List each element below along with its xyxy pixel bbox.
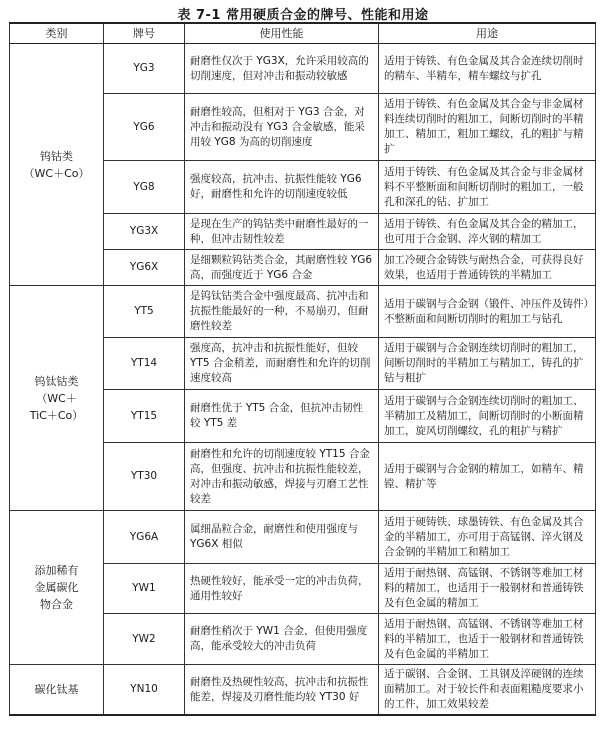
usage-cell: 适用于耐热钢、高锰钢、不锈钢等难加工材料的半精加工，也适于一般钢材和普通铸铁及有色金属的半精加工	[379, 614, 596, 665]
grade-cell: YT14	[104, 338, 185, 390]
grade-cell: YG3	[104, 44, 185, 94]
usage-cell: 加工冷硬合金铸铁与耐热合金，可获得良好效果，也适用于普通铸铁的半精加工	[379, 250, 596, 286]
grade-cell: YT30	[104, 443, 185, 511]
performance-cell: 耐磨性稍次于 YW1 合金，但使用强度高，能承受较大的冲击负荷	[185, 614, 379, 665]
table-row	[10, 44, 596, 94]
usage-cell: 适用于碳钢与合金钢连续切削时的粗加工、半精加工及精加工，间断切削时的小断面精加工，旋风切削螺纹，孔的粗扩与精扩	[379, 390, 596, 443]
usage-cell: 适用于铸铁、有色金属及其合金与非金属材料连续切削时的粗加工，间断切削时的半精加工、精加工，粗加工螺纹，孔的粗扩与精扩	[379, 94, 596, 161]
performance-cell: 耐磨性较高，但相对于 YG3 合金，对冲击和振动没有 YG3 合金敏感，能采用较 YG8 为高的切削速度	[185, 94, 379, 161]
alloy-grade-table	[9, 22, 596, 716]
performance-cell: 是细颗粒钨钴类合金，其耐磨性较 YG6 高，而强度近于 YG6 合金	[185, 250, 379, 286]
performance-cell: 耐磨性优于 YT5 合金，但抗冲击韧性较 YT5 差	[185, 390, 379, 443]
grade-cell: YW2	[104, 614, 185, 665]
grade-cell: YT15	[104, 390, 185, 443]
performance-cell: 是现在生产的钨钴类中耐磨性最好的一种，但冲击韧性较差	[185, 214, 379, 250]
category-cell: 添加稀有 金属碳化 物合金	[10, 511, 104, 665]
category-cell: 钨钛钴类 （WC＋ TiC＋Co）	[10, 286, 104, 511]
category-cell: 钨钴类 （WC＋Co）	[10, 44, 104, 286]
usage-cell: 适用于硬铸铁、球墨铸铁、有色金属及其合金的半精加工，亦可用于高锰钢、淬火钢及合金钢的半精加工和精加工	[379, 511, 596, 564]
usage-cell: 适用于铸铁、有色金属及其合金与非金属材料不平整断面和间断切削时的粗加工，一般孔和深孔的钻、扩加工	[379, 161, 596, 214]
usage-cell: 适用于铸铁、有色金属及其合金连续切削时的精车、半精车，精车螺纹与扩孔	[379, 44, 596, 94]
grade-cell: YG6	[104, 94, 185, 161]
header-usage: 用途	[379, 23, 596, 44]
grade-cell: YG3X	[104, 214, 185, 250]
performance-cell: 强度较高，抗冲击、抗振性能较 YG6 好，耐磨性和允许的切削速度较低	[185, 161, 379, 214]
table-row	[10, 286, 596, 338]
grade-cell: YW1	[104, 564, 185, 614]
grade-cell: YG6A	[104, 511, 185, 564]
usage-cell: 适于碳钢、合金钢、工具钢及淬硬钢的连续面精加工。对于较长件和表面粗糙度要求小的工件，加工效果较差	[379, 665, 596, 716]
grade-cell: YG8	[104, 161, 185, 214]
usage-cell: 适用于碳钢与合金钢的精加工，如精车、精镗、精扩等	[379, 443, 596, 511]
usage-cell: 适用于耐热钢、高锰钢、不锈钢等难加工材料的精加工，也适用于一般钢材和普通铸铁及有色金属的精加工	[379, 564, 596, 614]
performance-cell: 耐磨性仅次于 YG3X，允许采用较高的切削速度，但对冲击和振动较敏感	[185, 44, 379, 94]
performance-cell: 热硬性较好，能承受一定的冲击负荷，通用性较好	[185, 564, 379, 614]
table-title: 表 7-1 常用硬质合金的牌号、性能和用途	[177, 8, 429, 23]
table-row	[10, 665, 596, 716]
performance-cell: 耐磨性及热硬性较高，抗冲击和抗振性能差，焊接及刃磨性能均较 YT30 好	[185, 665, 379, 716]
performance-cell: 强度高，抗冲击和抗振性能好，但较 YT5 合金稍差，而耐磨性和允许的切削速度较高	[185, 338, 379, 390]
header-performance: 使用性能	[185, 23, 379, 44]
performance-cell: 是钨钛钴类合金中强度最高、抗冲击和抗振性能最好的一种，不易崩刃，但耐磨性较差	[185, 286, 379, 338]
performance-cell: 属细晶粒合金，耐磨性和使用强度与 YG6X 相似	[185, 511, 379, 564]
header-category: 类别	[10, 23, 104, 44]
header-grade: 牌号	[104, 23, 185, 44]
category-cell: 碳化钛基	[10, 665, 104, 716]
table-row	[10, 511, 596, 564]
grade-cell: YT5	[104, 286, 185, 338]
usage-cell: 适用于铸铁、有色金属及其合金的精加工，也可用于合金钢、淬火钢的精加工	[379, 214, 596, 250]
performance-cell: 耐磨性和允许的切削速度较 YT15 合金高，但强度、抗冲击和抗振性能较差，对冲击和振动敏感，焊接与刃磨工艺性较差	[185, 443, 379, 511]
usage-cell: 适用于碳钢与合金钢连续切削时的粗加工，间断切削时的半精加工与精加工，铸孔的扩钻与粗扩	[379, 338, 596, 390]
table-body	[10, 44, 596, 716]
grade-cell: YN10	[104, 665, 185, 716]
grade-cell: YG6X	[104, 250, 185, 286]
header-row	[10, 23, 596, 44]
usage-cell: 适用于碳钢与合金钢（锻件、冲压件及铸件）不整断面和间断切削时的粗加工与钻孔	[379, 286, 596, 338]
